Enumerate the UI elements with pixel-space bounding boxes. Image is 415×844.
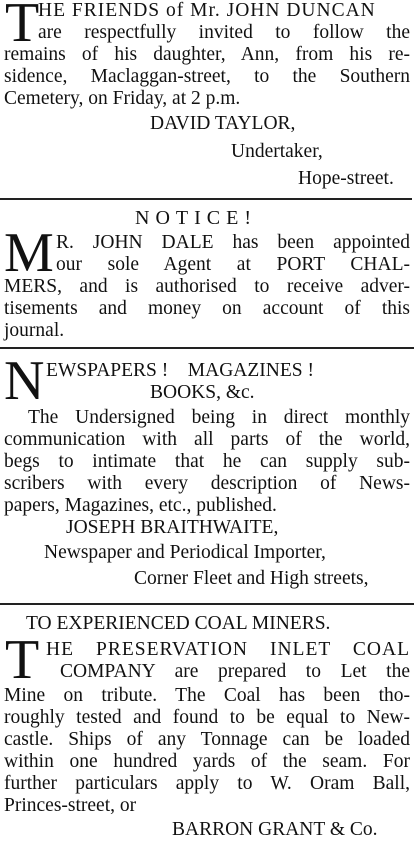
text-line: BOOKS, &c. [150, 382, 255, 403]
signature-title: Newspaper and Periodical Importer, [44, 542, 326, 563]
divider-rule [0, 198, 412, 200]
text-line: roughly tested and found to be equal to New- [4, 707, 410, 728]
signature-name: BARRON GRANT & Co. [172, 819, 378, 840]
text-line: Princes-street, or [4, 795, 137, 816]
text-line: communication with all parts of the world, [4, 429, 410, 450]
text-line: HE FRIENDS of Mr. JOHN DUNCAN [38, 0, 376, 21]
text-line: The Undersigned being in direct monthly [28, 407, 410, 428]
text-line: EWSPAPERS ! MAGAZINES ! [46, 360, 314, 381]
text-line: begs to intimate that he can supply sub- [4, 451, 410, 472]
text-line: remains of his daughter, Ann, from his re- [4, 44, 410, 65]
text-line: tisements and money on account of this [4, 298, 410, 319]
text-line: HE PRESERVATION INLET COAL [46, 639, 410, 660]
text-line: within one hundred yards of the seam. For [4, 751, 410, 772]
text-line: our sole Agent at PORT CHAL- [56, 254, 410, 275]
divider-rule [0, 603, 414, 605]
text-line: Mine on tribute. The Coal has been tho- [4, 685, 410, 706]
text-line: COMPANY are prepared to Let the [60, 661, 410, 682]
text-line: further particulars apply to W. Oram Ball, [4, 773, 410, 794]
signature-name: JOSEPH BRAITHWAITE, [66, 517, 279, 538]
drop-cap: T [5, 0, 40, 54]
signature-address: Corner Fleet and High streets, [134, 568, 369, 589]
text-line: are respectfully invited to follow the [38, 22, 410, 43]
signature-title: Undertaker, [231, 141, 323, 162]
text-line: scribers with every description of News- [4, 473, 410, 494]
drop-cap: N [4, 350, 45, 412]
text-line: journal. [4, 320, 65, 341]
text-line: sidence, Maclaggan-street, to the Southern [4, 66, 410, 87]
drop-cap: M [4, 222, 54, 284]
ad-heading: TO EXPERIENCED COAL MINERS. [26, 613, 331, 634]
signature-address: Hope-street. [298, 168, 394, 189]
text-line: papers, Magazines, etc., published. [4, 495, 277, 516]
drop-cap: T [5, 629, 40, 691]
notice-heading: NOTICE! [135, 207, 257, 229]
text-line: MERS, and is authorised to receive adver- [4, 276, 410, 297]
text-line: R. JOHN DALE has been appointed [56, 232, 410, 253]
signature-name: DAVID TAYLOR, [150, 113, 296, 134]
text-line: castle. Ships of any Tonnage can be loaded [4, 729, 410, 750]
text-line: Cemetery, on Friday, at 2 p.m. [4, 88, 241, 109]
divider-rule [0, 347, 414, 349]
